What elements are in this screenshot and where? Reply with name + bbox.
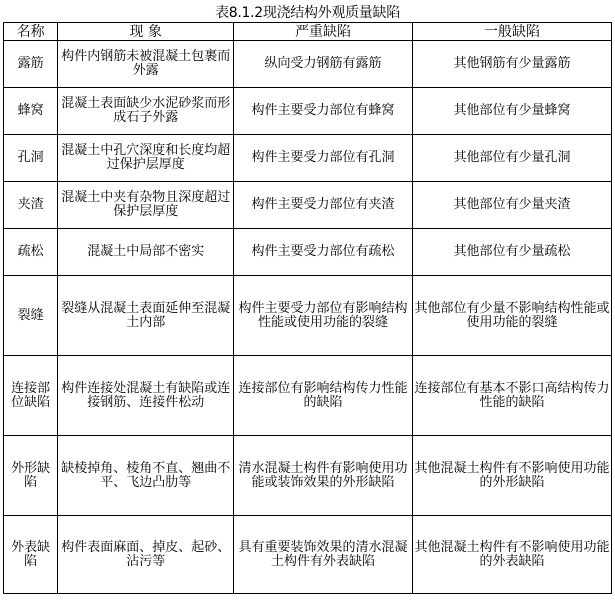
row-name-cell: 外表缺陷	[4, 516, 58, 594]
row-phenomenon-cell: 缺棱掉角、棱角不直、翘曲不平、飞边凸肋等	[58, 436, 234, 516]
table-body	[4, 41, 612, 594]
row-name-cell: 孔洞	[4, 135, 58, 182]
row-general-cell: 其他部位有少量蜂窝	[413, 88, 612, 135]
row-phenomenon-cell: 构件内钢筋未被混凝土包裹而外露	[58, 41, 234, 88]
row-phenomenon-cell: 构件连接处混凝土有缺陷或连接钢筋、连接件松动	[58, 356, 234, 436]
row-general-cell: 其他混凝土构件有不影响使用功能的外表缺陷	[413, 516, 612, 594]
table-caption: 表8.1.2现浇结构外观质量缺陷	[215, 5, 400, 21]
row-name-cell: 蜂窝	[4, 88, 58, 135]
table-row	[4, 88, 612, 135]
row-general-cell: 其他部位有少量不影响结构性能或使用功能的裂缝	[413, 276, 612, 356]
table-row	[4, 436, 612, 516]
header-row	[4, 23, 612, 41]
header-general: 一般缺陷	[413, 23, 612, 41]
table-row	[4, 229, 612, 276]
header-name: 名称	[4, 23, 58, 41]
table-row	[4, 135, 612, 182]
row-severe-cell: 清水混凝土构件有影响使用功能或装饰效果的外形缺陷	[234, 436, 413, 516]
row-phenomenon-cell: 混凝土中局部不密实	[58, 229, 234, 276]
row-general-cell: 其他钢筋有少量露筋	[413, 41, 612, 88]
row-phenomenon-cell: 混凝土中夹有杂物且深度超过保护层厚度	[58, 182, 234, 229]
row-phenomenon-cell: 裂缝从混凝土表面延伸至混凝土内部	[58, 276, 234, 356]
row-name-cell: 连接部位缺陷	[4, 356, 58, 436]
table-row	[4, 41, 612, 88]
row-general-cell: 连接部位有基本不影口高结构传力性能的缺陷	[413, 356, 612, 436]
row-severe-cell: 构件主要受力部位有影响结构性能或使用功能的裂缝	[234, 276, 413, 356]
row-general-cell: 其他部位有少量孔洞	[413, 135, 612, 182]
row-name-cell: 疏松	[4, 229, 58, 276]
row-name-cell: 露筋	[4, 41, 58, 88]
header-phenomenon: 现 象	[58, 23, 234, 41]
row-name-cell: 外形缺陷	[4, 436, 58, 516]
row-severe-cell: 纵向受力钢筋有露筋	[234, 41, 413, 88]
row-name-cell: 裂缝	[4, 276, 58, 356]
row-general-cell: 其他混凝土构件有不影响使用功能的外形缺陷	[413, 436, 612, 516]
row-severe-cell: 构件主要受力部位有疏松	[234, 229, 413, 276]
defects-table	[3, 22, 612, 594]
table-header	[4, 23, 612, 41]
row-severe-cell: 具有重要装饰效果的清水混凝土构件有外表缺陷	[234, 516, 413, 594]
row-severe-cell: 连接部位有影响结构传力性能的缺陷	[234, 356, 413, 436]
row-severe-cell: 构件主要受力部位有夹渣	[234, 182, 413, 229]
row-general-cell: 其他部位有少量疏松	[413, 229, 612, 276]
table-row	[4, 516, 612, 594]
row-phenomenon-cell: 构件表面麻面、掉皮、起砂、沾污等	[58, 516, 234, 594]
row-general-cell: 其他部位有少量夹渣	[413, 182, 612, 229]
row-severe-cell: 构件主要受力部位有孔洞	[234, 135, 413, 182]
row-phenomenon-cell: 混凝土表面缺少水泥砂浆而形成石子外露	[58, 88, 234, 135]
table-row	[4, 356, 612, 436]
table-row	[4, 182, 612, 229]
row-phenomenon-cell: 混凝土中孔穴深度和长度均超过保护层厚度	[58, 135, 234, 182]
header-severe: 严重缺陷	[234, 23, 413, 41]
row-severe-cell: 构件主要受力部位有蜂窝	[234, 88, 413, 135]
row-name-cell: 夹渣	[4, 182, 58, 229]
table-row	[4, 276, 612, 356]
